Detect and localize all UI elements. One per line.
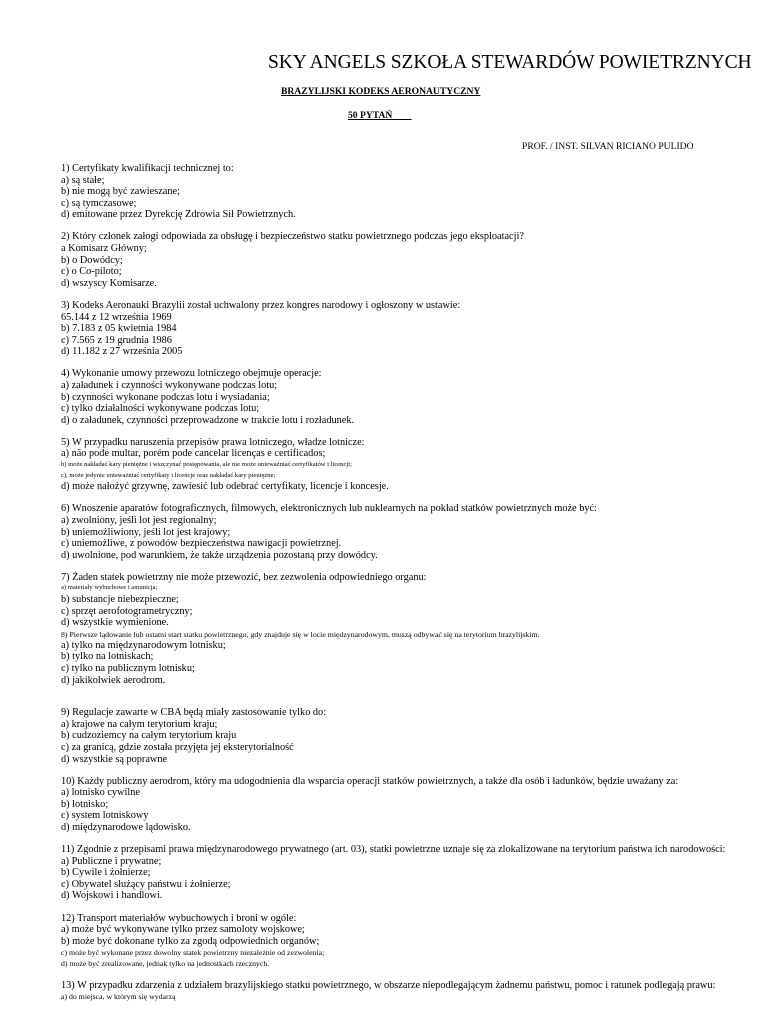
answer-option: b) Cywile i żołnierze;: [61, 867, 151, 879]
answer-option: d) jakikolwiek aerodrom.: [61, 674, 166, 686]
answer-option: c) może być wykonane przez dowolny statek powietrzny niezależnie od zezwolenia;: [61, 948, 325, 958]
answer-option: a) załadunek i czynności wykonywane podczas lotu;: [61, 380, 278, 391]
answer-option: d) wszystkie wymienione.: [61, 617, 169, 629]
answer-option: a) lotnisko cywilne: [61, 787, 140, 799]
question-block: [61, 707, 761, 765]
question-block: [61, 437, 761, 493]
author-line: PROF. / INST. SILVAN RICIANO PULIDO: [522, 141, 694, 152]
question-block: [61, 913, 761, 970]
question-block: [61, 629, 761, 686]
question-text: 8) Pierwsze lądowanie lub ostatni start statku powietrznego, gdy znajduje się w locie międzynarodowym, muszą odbywać się na terytorium brazylijskim:: [61, 629, 540, 639]
answer-option: d) może nałożyć grzywnę, zawiesić lub odebrać certyfikaty, licencje i koncesje.: [61, 481, 389, 493]
page-title: SKY ANGELS SZKOŁA STEWARDÓW POWIETRZNYCH: [268, 52, 752, 73]
answer-option: b) nie mogą być zawieszane;: [61, 186, 180, 198]
answer-option: d) wszyscy Komisarze.: [61, 277, 157, 289]
answer-option: b) lotnisko;: [61, 798, 109, 810]
question-text: 9) Regulacje zawarte w CBA będą miały zastosowanie tylko do:: [61, 707, 327, 719]
question-block: [61, 231, 761, 289]
question-block: [61, 572, 761, 629]
answer-option: a) do miejsca, w którym się wydarzą: [61, 992, 176, 1002]
answer-option: c) uniemożliwe, z powodów bezpieczeństwa nawigacji powietrznej.: [61, 538, 342, 550]
answer-option: b) uniemożliwiony, jeśli lot jest krajowy;: [61, 526, 231, 538]
answer-option: c) system lotniskowy: [61, 810, 149, 822]
answer-option: b) substancje niebezpieczne;: [61, 594, 179, 605]
answer-option: a) não pode multar, porém pode cancelar licenças e certificados;: [61, 448, 326, 460]
question-block: [61, 844, 761, 902]
question-text: 2) Który członek załogi odpowiada za obsługę i bezpieczeństwo statku powietrznego podczas jego eksploatacji?: [61, 231, 524, 243]
answer-option: b) 7.183 z 05 kwietnia 1984: [61, 323, 177, 335]
question-text: 5) W przypadku naruszenia przepisów prawa lotniczego, władze lotnicze:: [61, 436, 365, 448]
question-text: 11) Zgodnie z przepisami prawa międzynarodowego prywatnego (art. 03), statki powietrzne uznaje się za zlokalizowane na terytorium państwa ich narodowości:: [61, 844, 726, 856]
question-text: 13) W przypadku zdarzenia z udziałem brazylijskiego statku powietrznego, w obszarze niepodlegającym żadnemu państwu, pomoc i ratunek podlegają prawu:: [61, 979, 716, 991]
question-block: [61, 163, 761, 221]
question-text: 6) Wnoszenie aparatów fotograficznych, filmowych, elektronicznych lub nuklearnych na pokład statków powietrznych może być:: [61, 503, 597, 515]
question-block: [61, 300, 761, 358]
answer-option: b) o Dowódcy;: [61, 254, 123, 266]
answer-option: a) krajowe na całym terytorium kraju;: [61, 718, 218, 730]
answer-option: c) tylko działalności wykonywane podczas lotu;: [61, 403, 260, 415]
question-text: 7) Żaden statek powietrzny nie może przewozić, bez zezwolenia odpowiedniego organu:: [61, 571, 427, 583]
answer-option: c) za granicą, gdzie została przyjęta jej eksterytorialność: [61, 741, 294, 753]
question-count: 50 PYTAŃ: [348, 110, 393, 121]
answer-option: d) może być zrealizowane, jednak tylko na jednostkach rzecznych.: [61, 959, 270, 969]
answer-option: b) może być dokonane tylko za zgodą odpowiednich organów;: [61, 935, 320, 947]
answer-option: c) o Co-piloto;: [61, 266, 122, 278]
document-subtitle: BRAZYLIJSKI KODEKS AERONAUTYCZNY: [281, 86, 481, 97]
answer-option: c) są tymczasowe;: [61, 197, 137, 209]
answer-option: d) Wojskowi i handlowi.: [61, 890, 163, 902]
answer-option: c) Obywatel służący państwu i żołnierze;: [61, 878, 231, 890]
answer-option: d) wszystkie są poprawne: [61, 753, 168, 765]
answer-option: d) międzynarodowe lądowisko.: [61, 822, 191, 833]
answer-option: a) są stałe;: [61, 174, 105, 186]
answer-option: b) cudzoziemcy na całym terytorium kraju: [61, 730, 237, 742]
answer-option: a) może być wykonywane tylko przez samoloty wojskowe;: [61, 924, 305, 936]
answer-option: c) 7.565 z 19 grudnia 1986: [61, 334, 172, 346]
question-list: [61, 163, 761, 1013]
answer-option: a) zwolniony, jeśli lot jest regionalny;: [61, 514, 217, 526]
answer-option: 65.144 z 12 września 1969: [61, 311, 172, 323]
answer-option: b) czynności wykonane podczas lotu i wysiadania;: [61, 391, 270, 403]
question-text: 3) Kodeks Aeronauki Brazylii został uchwalony przez kongres narodowy i ogłoszony w ustawie:: [61, 299, 461, 311]
answer-option: a) tylko na międzynarodowym lotnisku;: [61, 639, 226, 651]
answer-option: a Komisarz Główny;: [61, 243, 147, 255]
answer-option: c) tylko na publicznym lotnisku;: [61, 662, 195, 674]
question-block: [61, 980, 761, 1003]
question-block: [61, 503, 761, 561]
answer-option: a) Publiczne i prywatne;: [61, 855, 162, 867]
answer-option: b) może nakładać kary pieniężne i wszczynać postępowania, ale nie może unieważniać certyfikatów i licencji;: [61, 461, 352, 469]
answer-option: d) emitowane przez Dyrekcję Zdrowia Sił Powietrznych.: [61, 209, 296, 221]
question-text: 1) Certyfikaty kwalifikacji technicznej to:: [61, 163, 234, 174]
answer-option: d) o załadunek, czynności przeprowadzone w trakcie lotu i rozładunek.: [61, 414, 355, 426]
question-count-heading: [348, 110, 412, 121]
question-text: 12) Transport materiałów wybuchowych i broni w ogóle:: [61, 912, 297, 924]
answer-option: d) uwolnione, pod warunkiem, że także urządzenia pozostaną przy dowódcy.: [61, 549, 378, 561]
answer-option: d) 11.182 z 27 września 2005: [61, 346, 183, 358]
question-text: 4) Wykonanie umowy przewozu lotniczego obejmuje operacje:: [61, 368, 322, 380]
question-block: [61, 776, 761, 834]
answer-option: c), może jedynie unieważniać certyfikaty i licencje oraz nakładać kary pieniężne;: [61, 471, 276, 479]
answer-option: c) sprzęt aerofotogrametryczny;: [61, 605, 193, 617]
answer-option: b) tylko na lotniskach;: [61, 651, 154, 663]
answer-option: a) materiały wybuchowe i amunicja;: [61, 584, 158, 592]
question-text: 10) Każdy publiczny aerodrom, który ma udogodnienia dla wsparcia operacji statków powietrznych, a także dla osób i ładunków, będzie uważany za:: [61, 775, 679, 787]
question-block: [61, 368, 761, 426]
